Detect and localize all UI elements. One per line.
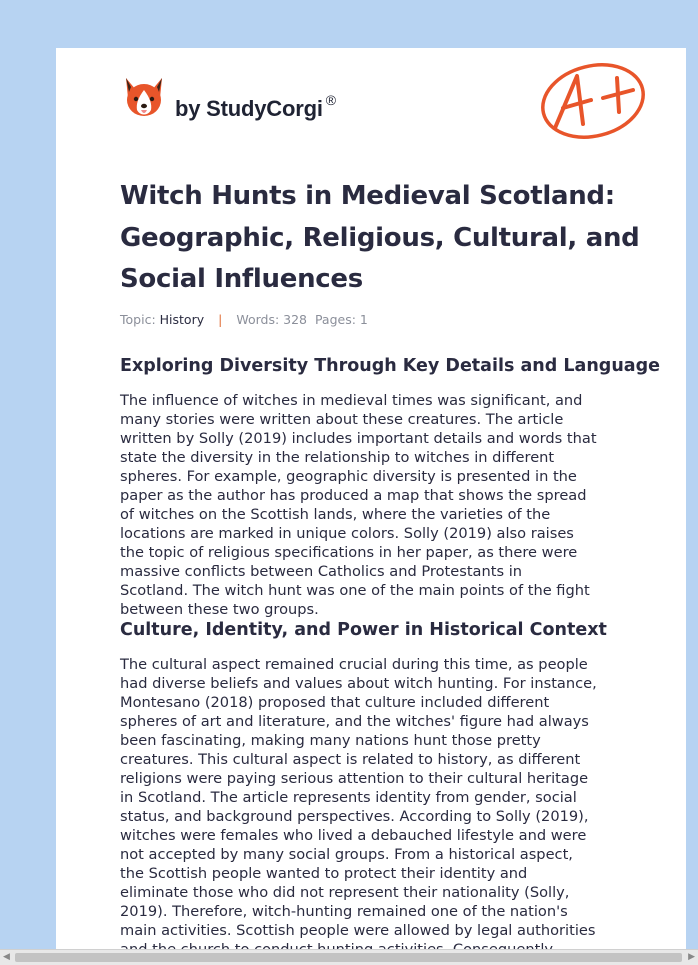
essay-meta (120, 312, 368, 327)
text-line: status, and background perspectives. According to Solly (2019), (120, 808, 589, 825)
text-line: massive conflicts between Catholics and Protestants in (120, 563, 522, 580)
text-line: religions were paying serious attention to their cultural heritage (120, 770, 589, 787)
scrollbar-thumb[interactable] (15, 953, 682, 962)
text-line: between these two groups. (120, 601, 319, 618)
text-line: the Scottish people wanted to protect their identity and (120, 865, 528, 882)
registered-mark: ® (325, 92, 336, 108)
text-line: had diverse beliefs and values about witch hunting. For instance, (120, 675, 597, 692)
text-line: spheres of art and literature, and the witches' figure had always (120, 713, 589, 730)
essay-title: Witch Hunts in Medieval Scotland: Geographic, Religious, Cultural, and Social Influences (120, 181, 640, 294)
essay-page (56, 48, 686, 964)
topic-label: Topic: (120, 312, 156, 327)
text-line: not accepted by many social groups. From a historical aspect, (120, 846, 573, 863)
text-line: been fascinating, making many nations hunt those pretty (120, 732, 541, 749)
scroll-left-icon[interactable]: ◀ (3, 952, 10, 962)
brand-name[interactable]: by StudyCorgi ® (175, 92, 336, 121)
section-paragraph (120, 391, 635, 619)
text-line: witches were females who lived a debauched lifestyle and were (120, 827, 587, 844)
text-line: of witches on the Scottish lands, where the varieties of the (120, 506, 551, 523)
text-line: Scotland. The witch hunt was one of the main points of the fight (120, 582, 590, 599)
meta-separator: | (218, 312, 223, 327)
text-line: eliminate those who did not represent their nationality (Solly, (120, 884, 570, 901)
word-count: Words: 328 (236, 312, 307, 327)
text-line: creatures. This cultural aspect is related to history, as different (120, 751, 581, 768)
page-count: Pages: 1 (314, 312, 368, 327)
text-line: spheres. For example, geographic diversity is presented in the (120, 468, 577, 485)
corgi-logo-icon[interactable] (122, 76, 166, 120)
text-line: The influence of witches in medieval times was significant, and (120, 392, 583, 409)
text-line: written by Solly (2019) includes important details and words that (120, 430, 597, 447)
text-line: Montesano (2018) proposed that culture included different (120, 694, 550, 711)
topic-link[interactable]: History (159, 312, 205, 327)
text-line: state the diversity in the relationship to witches in different (120, 449, 555, 466)
text-line: main activities. Scottish people were allowed by legal authorities (120, 922, 596, 939)
text-line: The cultural aspect remained crucial during this time, as people (120, 656, 588, 673)
horizontal-scrollbar[interactable] (0, 949, 698, 965)
text-line: paper as the author has produced a map that shows the spread (120, 487, 587, 504)
text-line: in Scotland. The article represents identity from gender, social (120, 789, 577, 806)
a-plus-grade-icon (537, 58, 647, 140)
section-heading: Culture, Identity, and Power in Historical Context (120, 620, 607, 640)
text-line: locations are marked in unique colors. Solly (2019) also raises (120, 525, 574, 542)
text-line: the topic of religious specifications in her paper, as there were (120, 544, 578, 561)
section-heading: Exploring Diversity Through Key Details and Language (120, 356, 660, 376)
section-paragraph (120, 655, 635, 959)
scroll-right-icon[interactable]: ▶ (688, 952, 695, 962)
text-line: many stories were written about these creatures. The article (120, 411, 564, 428)
text-line: 2019). Therefore, witch-hunting remained one of the nation's (120, 903, 568, 920)
